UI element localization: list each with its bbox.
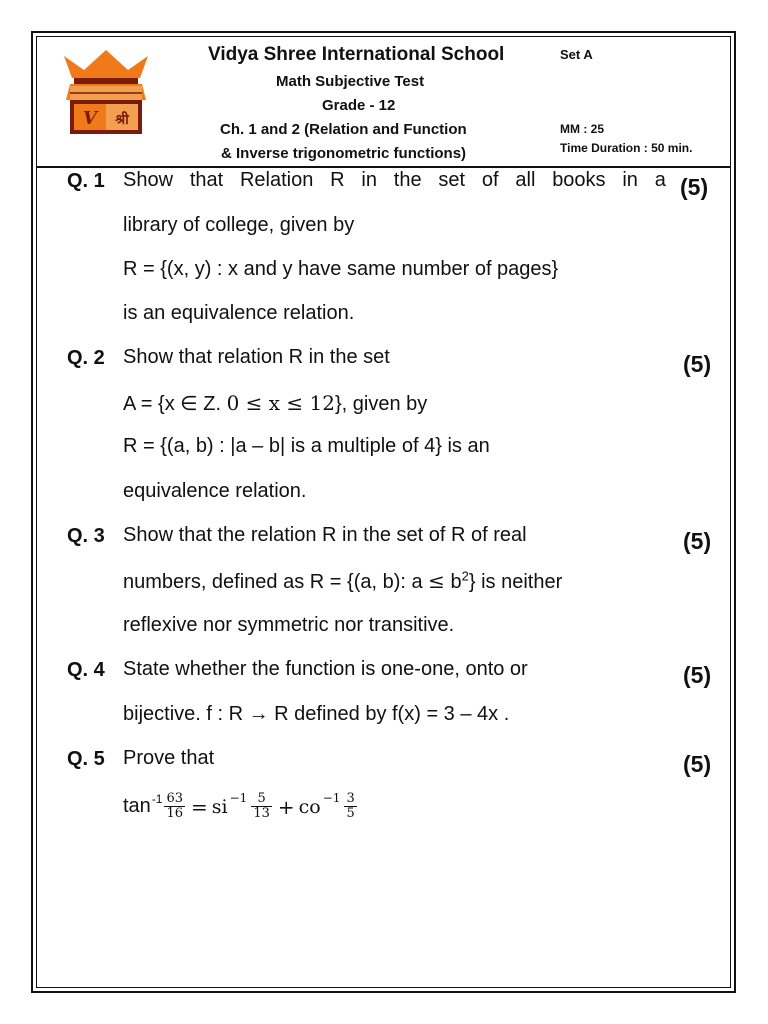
question-marks: (5) <box>683 528 712 554</box>
question-3-line-2: numbers, defined as R = {(a, b): $a \le b^2$} is neither <box>123 568 563 593</box>
max-marks: MM : 25 <box>560 122 605 136</box>
school-name: Vidya Shree International School <box>208 44 505 65</box>
question-2-line-2: A = {x ∈ Z. 0 ≤ x ≤ 12}, given by <box>123 391 428 415</box>
set-label: Set A <box>560 47 593 62</box>
school-logo-icon <box>62 48 150 136</box>
question-1-line-1: Show that Relation R in the set of all books in a <box>123 169 666 191</box>
question-5-equation: tan -1 $\frac{63}{16}$ = si −1 $\frac{5}{13}$ + co −1 $\frac{3}{5}$ <box>123 790 355 822</box>
question-number: Q. 2 <box>67 347 105 369</box>
question-number: Q. 1 <box>67 170 105 192</box>
fraction-3-5: $\frac{3}{5}$ <box>346 791 355 822</box>
question-1-line-3: R = {(x, y) : x and y have same number of pages} <box>123 258 559 280</box>
fraction-5-13: $\frac{5}{13}$ <box>253 791 270 822</box>
question-marks: (5) <box>683 662 712 688</box>
question-3-line-1: Show that the relation R in the set of R of real <box>123 524 527 546</box>
question-2-line-1: Show that relation R in the set <box>123 346 390 368</box>
time-duration: Time Duration : 50 min. <box>560 141 693 155</box>
question-3-line-3: reflexive nor symmetric nor transitive. <box>123 614 455 636</box>
question-number: Q. 4 <box>67 659 105 681</box>
question-number: Q. 5 <box>67 748 105 770</box>
question-1-line-2: library of college, given by <box>123 214 355 236</box>
chapter-line-1: Ch. 1 and 2 (Relation and Function <box>220 121 467 138</box>
question-4-line-2: bijective. f : R → R defined by f(x) = 3 – 4x . <box>123 703 510 725</box>
svg-text:V: V <box>83 108 97 129</box>
svg-text:श्री: श्री <box>115 112 129 128</box>
question-5-line-1: Prove that <box>123 747 215 769</box>
question-2-line-4: equivalence relation. <box>123 480 307 502</box>
question-number: Q. 3 <box>67 525 105 547</box>
question-2-line-3: R = {(a, b) : |a – b| is a multiple of 4} is an <box>123 435 490 457</box>
grade-label: Grade - 12 <box>322 97 396 114</box>
question-marks: (5) <box>683 351 712 377</box>
question-marks: (5) <box>683 751 712 777</box>
chapter-line-2: & Inverse trigonometric functions) <box>221 145 467 162</box>
header-divider <box>37 166 730 168</box>
test-title: Math Subjective Test <box>276 73 425 90</box>
fraction-63-16: $\frac{63}{16}$ <box>166 791 184 822</box>
question-marks: (5) <box>680 174 709 200</box>
question-1-line-4: is an equivalence relation. <box>123 302 355 324</box>
question-4-line-1: State whether the function is one-one, onto or <box>123 658 528 680</box>
